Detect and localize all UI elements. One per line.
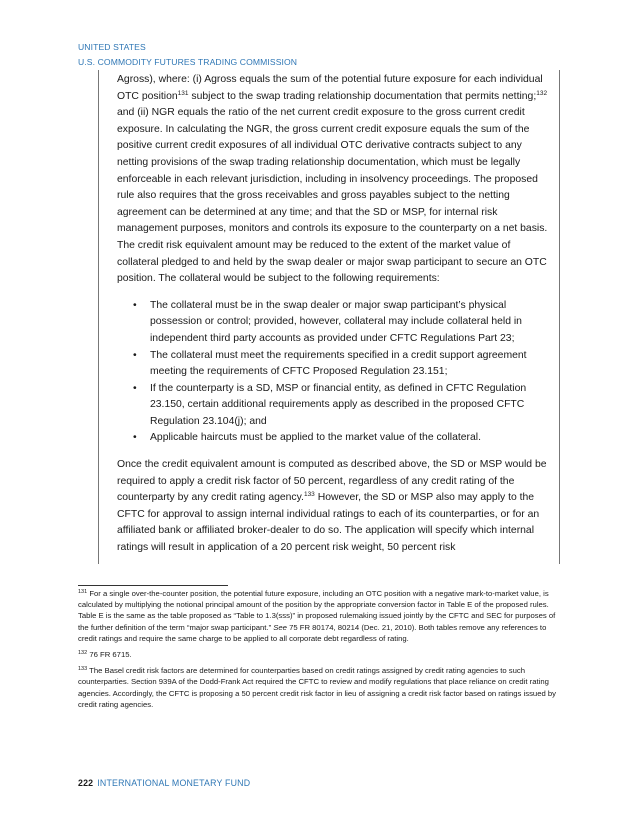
- footnote-ref[interactable]: 131: [177, 89, 189, 97]
- footnote-number: 131: [78, 589, 88, 595]
- running-header: [78, 40, 297, 70]
- footnotes: [78, 588, 560, 715]
- list-item: • Applicable haircuts must be applied to the market value of the collateral.: [117, 430, 549, 447]
- footer-org: INTERNATIONAL MONETARY FUND: [97, 778, 251, 788]
- bullet-icon: •: [133, 349, 137, 361]
- bullet-icon: •: [133, 299, 137, 311]
- footnote-number: 133: [78, 666, 88, 673]
- list-item: • If the counterparty is a SD, MSP or financial entity, as defined in CFTC Regulation 23.150, certain additional requirements apply as described in the proposed CFTC Regulation 23.104(j); and: [133, 382, 527, 427]
- header-country: UNITED STATES: [78, 42, 146, 52]
- list-item: • The collateral must be in the swap dealer or major swap participant’s physical possession or control; provided, however, collateral may include collateral held in independent third party accounts as provided under CFTC Regulations Part 23;: [133, 299, 522, 344]
- bullet-icon: •: [133, 432, 137, 444]
- list-item: • The collateral must meet the requirements specified in a credit support agreement meeting the requirements of CFTC Proposed Regulation 23.151;: [133, 349, 527, 378]
- body-paragraph: Once the credit equivalent amount is computed as described above, the SD or MSP would be required to apply a credit risk factor of 50 percent, regardless of any credit rating of the counterparty by any credit rating agency.$^{133}$ However, the SD or MSP also may apply to the CFTC for approval to assign internal individual ratings to each of its counterparties, or for an affiliated bank or affiliated broker-dealer to do so. The application will specify which internal ratings will result in application of a 20 percent risk weight, 50 percent risk: [117, 459, 547, 554]
- header-agency: U.S. COMMODITY FUTURES TRADING COMMISSION: [78, 57, 298, 67]
- footnote: $^{132}$ 76 FR 6715.: [78, 650, 132, 660]
- footnote: $^{131}$ For a single over-the-counter position, the potential future exposure, including an OTC position with a negative mark-to-market value, is calculated by multiplying the notional principal amount of the position by the appropriate conversion factor in Table E of the proposed rules. Table E is the same as the table proposed as “Table to 1.3(sss)” in proposed rulemaking issued jointly by the CFTC and SEC for purposes of the further definition of the term “major swap participant.” See 75 FR 80174, 80214 (Dec. 21, 2010). Both tables remove any references to credit ratings and require the same charge to be applied to all corporate debt regardless of rating.: [78, 589, 556, 643]
- footnote-ref[interactable]: 132: [536, 89, 548, 97]
- bullet-icon: •: [133, 382, 137, 394]
- footnote-ref[interactable]: 133: [303, 491, 315, 499]
- page-footer: [78, 778, 250, 788]
- footnote-number: 132: [78, 650, 88, 657]
- footnote: $^{133}$ The Basel credit risk factors are determined for counterparties based on credit ratings assigned by credit rating agencies to such counterparties. Section 939A of the Dodd-Frank Act required the CFTC to review and modify regulations that place reliance on credit rating agencies. Accordingly, the CFTC is proposing a 50 percent credit risk factor in lieu of assigning a credit risk factor based on ratings issued by credit rating agencies.: [78, 666, 556, 709]
- boxed-text: [117, 72, 549, 557]
- requirements-list: [117, 298, 549, 447]
- footnote-divider: [78, 585, 228, 586]
- body-paragraph: Agross), where: (i) Agross equals the sum of the potential future exposure for each individual OTC position$^{131}$ subject to the swap trading relationship documentation that permits netting;$^{132}$ and (ii) NGR equals the ratio of the net current credit exposure to the gross current credit exposure. In calculating the NGR, the gross current credit exposure equals the sum of the positive current credit exposures of all individual OTC derivative contracts subject to any netting provisions of the swap trading relationship documentation, which must be legally enforceable in each relevant jurisdiction, including in insolvency proceedings. The proposed rule also requires that the gross receivables and gross payables subject to the netting agreement can be determined at any time; and that the SD or MSP, for internal risk management purposes, monitors and controls its exposure to the counterparty on a net basis. The credit risk equivalent amount may be reduced to the extent of the market value of collateral pledged to and held by the swap dealer or major swap participant to secure an OTC position. The collateral would be subject to the following requirements:: [117, 74, 548, 285]
- page-number: 222: [78, 778, 94, 788]
